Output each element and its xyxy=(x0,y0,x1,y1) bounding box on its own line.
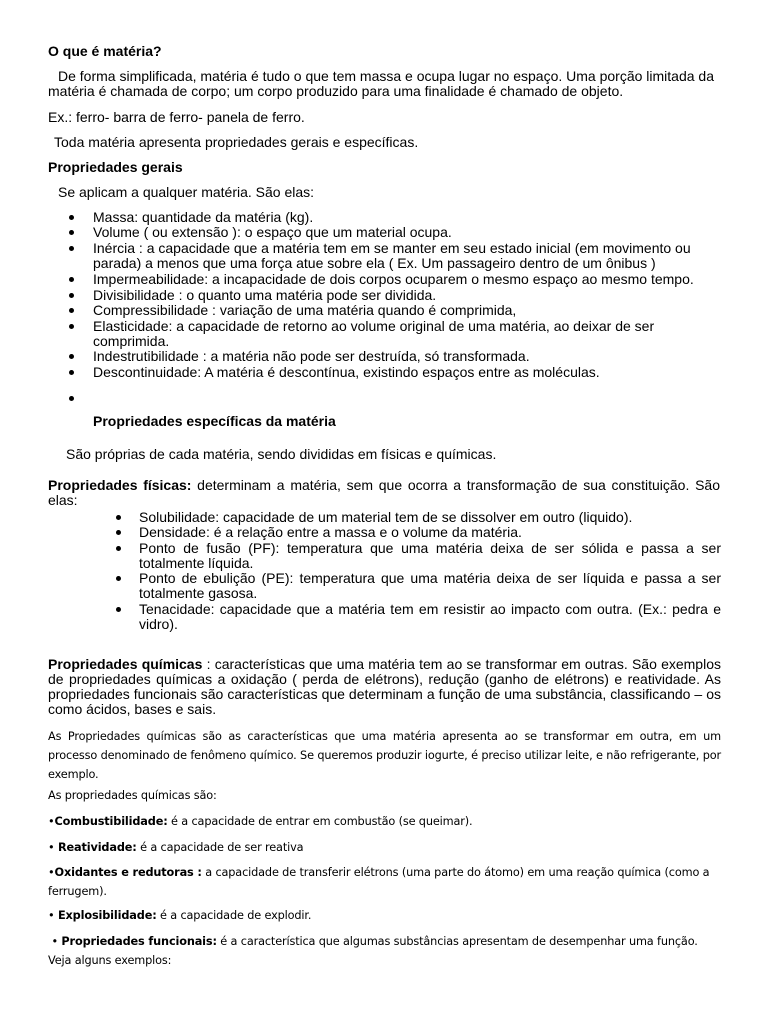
bullet-icon: • xyxy=(48,866,55,879)
bullet-icon xyxy=(116,546,121,551)
bullet-icon: • xyxy=(48,815,55,828)
quimica-item-label: Combustibilidade: xyxy=(54,815,168,828)
list-item: Volume ( ou extensão ): o espaço que um material ocupa. xyxy=(93,224,452,240)
bullet-icon xyxy=(69,293,74,298)
title: O que é matéria? xyxy=(48,43,162,59)
calibri-lead: As propriedades químicas são: xyxy=(48,789,217,802)
bullet-icon xyxy=(69,230,74,235)
bullet-icon xyxy=(69,396,74,401)
list-item: Inércia : a capacidade que a matéria tem em se manter em seu estado inicial (em movimento ou parada) a menos que uma força atue sobre ela ( Ex. Um passageiro dentro de um ônibus ) xyxy=(93,240,691,271)
quimica-item-label: Explosibilidade: xyxy=(57,909,157,922)
gerais-lead: Se aplicam a qualquer matéria. São elas: xyxy=(58,184,315,200)
quimica-item xyxy=(48,932,721,970)
list-item: Ponto de fusão (PF): temperatura que uma matéria deixa de ser sólida e passa a ser totalmente líquida. xyxy=(139,540,721,571)
quimicas-paragraph xyxy=(48,657,721,717)
quimica-item-text: a capacidade de transferir elétrons (uma parte do átomo) em uma reação química (como a ferrugem). xyxy=(48,866,710,898)
quimica-item-text: é a característica que algumas substâncias apresentam de desempenhar uma função. Veja alguns exemplos: xyxy=(48,935,702,967)
bullet-icon: • xyxy=(48,841,58,854)
quimica-item-label: Oxidantes e redutoras : xyxy=(54,866,202,879)
list-item: Tenacidade: capacidade que a matéria tem em resistir ao impacto com outra. (Ex.: pedra e vidro). xyxy=(139,601,721,632)
list-item: Compressibilidade : variação de uma matéria quando é comprimida, xyxy=(93,302,517,318)
list-item: Massa: quantidade da matéria (kg). xyxy=(93,209,314,225)
example-line: Ex.: ferro- barra de ferro- panela de ferro. xyxy=(48,109,305,125)
fisicas-text: determinam a matéria, sem que ocorra a transformação de sua constituição. São elas: xyxy=(48,477,720,508)
bullet-icon xyxy=(69,324,74,329)
quimica-item-label: Propriedades funcionais: xyxy=(61,935,217,948)
quimica-item-label: Reatividade: xyxy=(57,841,137,854)
bullet-icon xyxy=(116,515,121,520)
quimica-item-text: é a capacidade de entrar em combustão (se queimar). xyxy=(167,815,473,828)
quimica-item-text: é a capacidade de explodir. xyxy=(156,909,312,922)
bullet-icon xyxy=(116,576,121,581)
list-item: Elasticidade: a capacidade de retorno ao volume original de uma matéria, ao deixar de ser comprimida. xyxy=(93,318,655,349)
section-heading-gerais: Propriedades gerais xyxy=(48,159,183,175)
list-item: Impermeabilidade: a incapacidade de dois corpos ocuparem o mesmo espaço ao mesmo tempo. xyxy=(93,271,694,287)
especificas-lead: São próprias de cada matéria, sendo divididas em físicas e químicas. xyxy=(66,446,497,462)
quimicas-text: : características que uma matéria tem ao se transformar em outras. São exemplos de propriedades químicas a oxidação ( perda de elétrons), redução (ganho de elétrons) e reatividade. As propriedades funcionais são características que determinam a função de uma substância, classificando – os como ácidos, bases e sais. xyxy=(48,656,721,717)
bullet-icon: • xyxy=(48,935,62,948)
bullet-icon xyxy=(69,246,74,251)
list-item: Solubilidade: capacidade de um material tem de se dissolver em outro (liquido). xyxy=(139,509,633,525)
quimica-item xyxy=(48,906,721,925)
intro-paragraph: De forma simplificada, matéria é tudo o que tem massa e ocupa lugar no espaço. Uma porção limitada da matéria é chamada de corpo; um corpo produzido para uma finalidade é chamado de objeto. xyxy=(48,68,715,99)
quimica-item xyxy=(48,863,721,901)
bullet-icon xyxy=(69,308,74,313)
general-statement: Toda matéria apresenta propriedades gerais e específicas. xyxy=(54,134,419,150)
fisicas-label: Propriedades físicas: xyxy=(48,477,192,493)
bullet-icon xyxy=(69,277,74,282)
quimica-item xyxy=(48,838,721,857)
fisicas-paragraph xyxy=(48,478,720,508)
list-item: Densidade: é a relação entre a massa e o volume da matéria. xyxy=(139,524,522,540)
bullet-icon xyxy=(69,370,74,375)
calibri-paragraph: As Propriedades químicas são as características que uma matéria apresenta ao se transformar em outra, em um processo denominado de fenômeno químico. Se queremos produzir iogurte, é preciso utilizar leite, e não refrigerante, por exemplo. xyxy=(48,730,721,781)
bullet-icon xyxy=(116,530,121,535)
quimica-item-text: é a capacidade de ser reativa xyxy=(136,841,304,854)
bullet-icon xyxy=(69,354,74,359)
section-heading-especificas: Propriedades específicas da matéria xyxy=(93,413,336,429)
list-item: Ponto de ebulição (PE): temperatura que uma matéria deixa de ser líquida e passa a ser totalmente gasosa. xyxy=(139,570,721,601)
quimica-item xyxy=(48,812,721,831)
bullet-icon xyxy=(116,607,121,612)
list-item: Descontinuidade: A matéria é descontínua, existindo espaços entre as moléculas. xyxy=(93,364,600,380)
list-item: Indestrutibilidade : a matéria não pode ser destruída, só transformada. xyxy=(93,348,530,364)
quimicas-label: Propriedades químicas xyxy=(48,656,203,672)
bullet-icon xyxy=(69,215,74,220)
bullet-icon: • xyxy=(48,909,58,922)
list-item: Divisibilidade : o quanto uma matéria pode ser dividida. xyxy=(93,287,437,303)
